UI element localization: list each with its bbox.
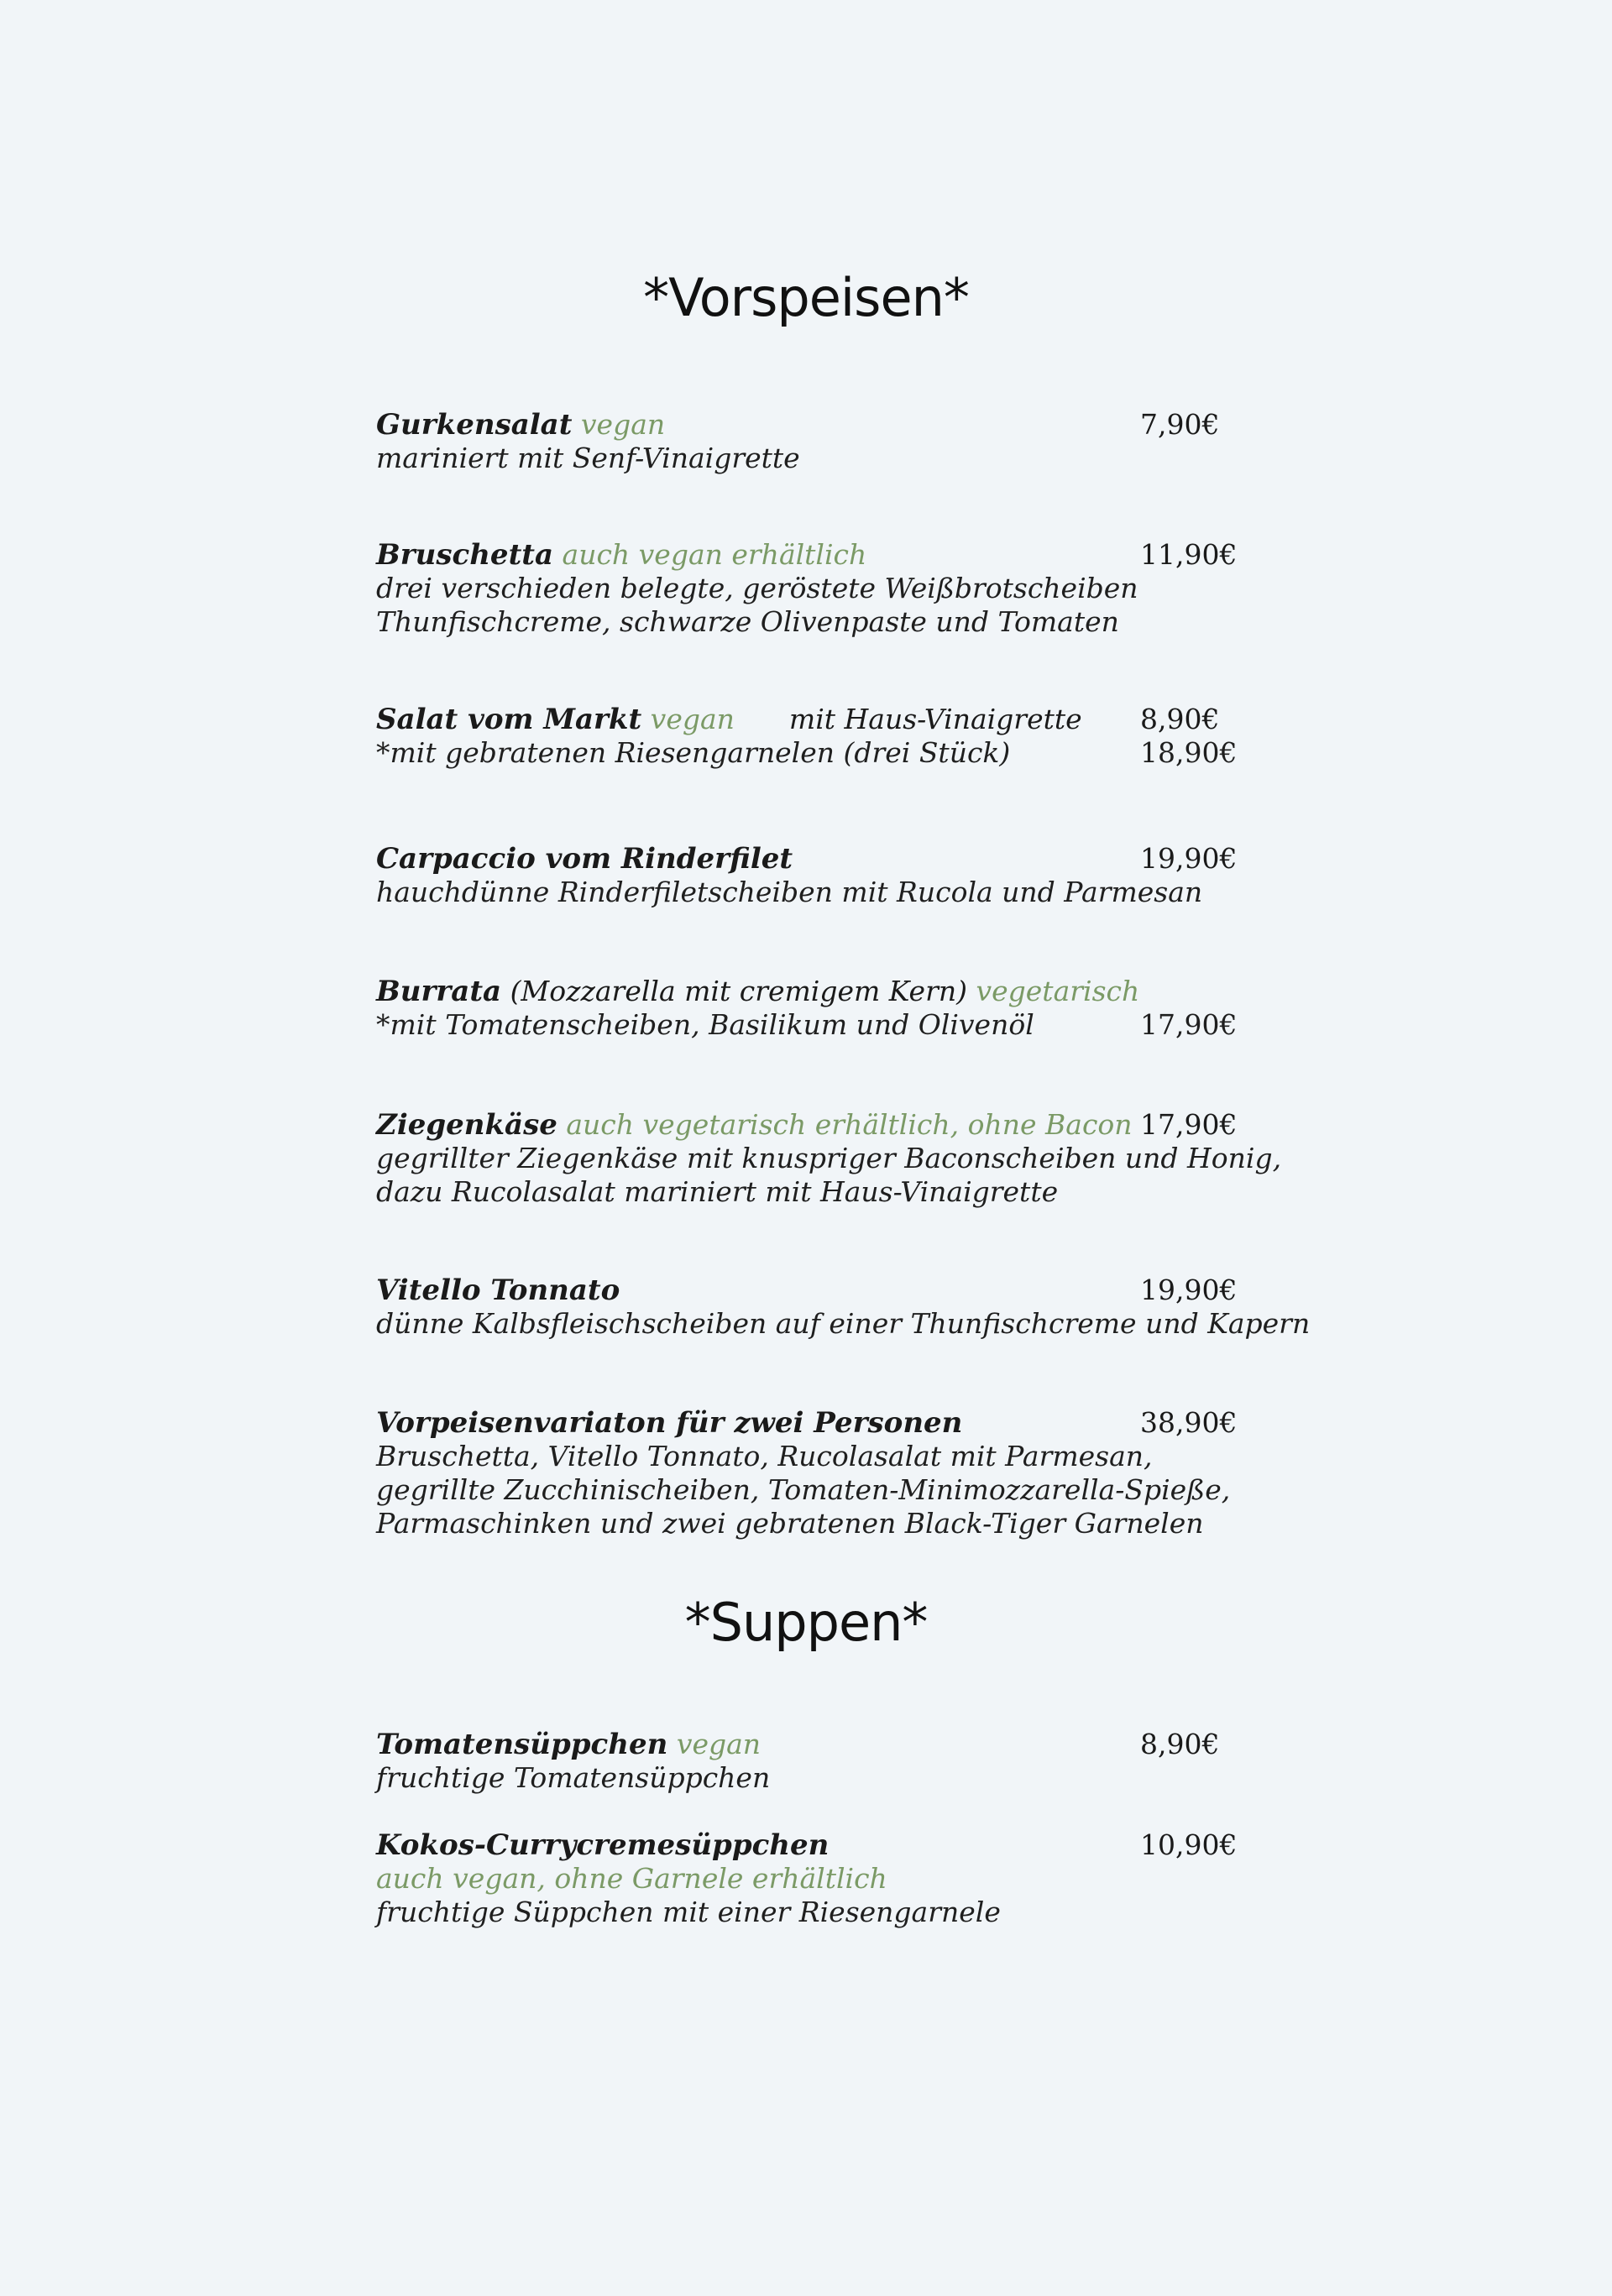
item-name: Vorpeisenvariaton für zwei Personen <box>376 1406 963 1440</box>
diet-note: auch vegan erhältlich <box>562 538 867 571</box>
item-price: 8,90€ <box>1140 703 1220 735</box>
item-description: Parmaschinken und zwei gebratenen Black-Tiger Garnelen <box>376 1507 1204 1540</box>
menu-item-gurkensalat <box>376 408 1249 475</box>
item-name: Carpaccio vom Rinderfilet <box>376 842 793 876</box>
item-description: dünne Kalbsfleischscheiben auf einer Thunfischcreme und Kapern <box>376 1307 1311 1340</box>
item-description: *mit gebratenen Riesengarnelen (drei Stück) <box>376 736 1011 769</box>
section-title-vorspeisen: *Vorspeisen* <box>643 267 969 328</box>
diet-note: vegetarisch <box>976 975 1140 1007</box>
item-name: Burrata <box>376 975 502 1008</box>
item-name: Salat vom Markt <box>376 703 642 736</box>
item-price-option: 18,90€ <box>1140 736 1238 769</box>
item-description: Bruschetta, Vitello Tonnato, Rucolasalat mit Parmesan, <box>376 1440 1153 1472</box>
item-price: 19,90€ <box>1140 842 1238 875</box>
item-name: Tomatensüppchen <box>376 1728 668 1761</box>
item-description: dazu Rucolasalat mariniert mit Haus-Vinaigrette <box>376 1175 1059 1208</box>
menu-item-kokos-currycremesueppchen <box>376 1828 1249 1929</box>
item-description: drei verschieden belegte, geröstete Weißbrotscheiben <box>376 572 1138 604</box>
diet-note: vegan <box>650 703 735 735</box>
item-description: fruchtige Tomatensüppchen <box>376 1761 771 1794</box>
item-price: 38,90€ <box>1140 1406 1238 1439</box>
menu-item-tomatensueppchen <box>376 1728 1249 1795</box>
item-extra: (Mozzarella mit cremigem Kern) <box>510 975 967 1007</box>
item-name: Ziegenkäse <box>376 1108 557 1142</box>
item-description: hauchdünne Rinderfiletscheiben mit Rucola und Parmesan <box>376 876 1203 908</box>
item-description: gegrillter Ziegenkäse mit knuspriger Baconscheiben und Honig, <box>376 1142 1282 1174</box>
menu-item-vitello-tonnato <box>376 1274 1311 1341</box>
item-name: Bruschetta <box>376 538 554 572</box>
diet-note: auch vegetarisch erhältlich, ohne Bacon <box>566 1108 1133 1141</box>
menu-item-salat-vom-markt <box>376 703 1249 770</box>
item-price: 17,90€ <box>1140 1108 1238 1141</box>
item-price: 7,90€ <box>1140 408 1220 441</box>
item-price: 17,90€ <box>1140 1008 1238 1041</box>
menu-item-ziegenkaese <box>376 1108 1282 1209</box>
menu-item-bruschetta <box>376 538 1249 639</box>
section-title-suppen: *Suppen* <box>684 1592 928 1653</box>
diet-note: vegan <box>580 408 666 441</box>
item-price: 10,90€ <box>1140 1828 1238 1861</box>
item-price: 11,90€ <box>1140 538 1238 571</box>
item-description: gegrillte Zucchinischeiben, Tomaten-Minimozzarella-Spieße, <box>376 1473 1231 1506</box>
item-description: mariniert mit Senf-Vinaigrette <box>376 442 800 474</box>
diet-note: vegan <box>676 1728 762 1760</box>
menu-item-burrata <box>376 975 1249 1042</box>
menu-item-vorspeisenvariation <box>376 1406 1249 1540</box>
item-description: fruchtige Süppchen mit einer Riesengarnele <box>376 1896 1001 1928</box>
item-price: 8,90€ <box>1140 1728 1220 1760</box>
menu-item-carpaccio <box>376 842 1249 909</box>
diet-note: auch vegan, ohne Garnele erhältlich <box>376 1862 887 1895</box>
item-name: Vitello Tonnato <box>376 1274 620 1307</box>
item-extra: mit Haus-Vinaigrette <box>788 703 1082 735</box>
item-price: 19,90€ <box>1140 1274 1238 1306</box>
item-description: Thunfischcreme, schwarze Olivenpaste und Tomaten <box>376 605 1119 638</box>
item-description: *mit Tomatenscheiben, Basilikum und Olivenöl <box>376 1008 1034 1041</box>
item-name: Gurkensalat <box>376 408 573 442</box>
item-name: Kokos-Currycremesüppchen <box>376 1828 830 1862</box>
